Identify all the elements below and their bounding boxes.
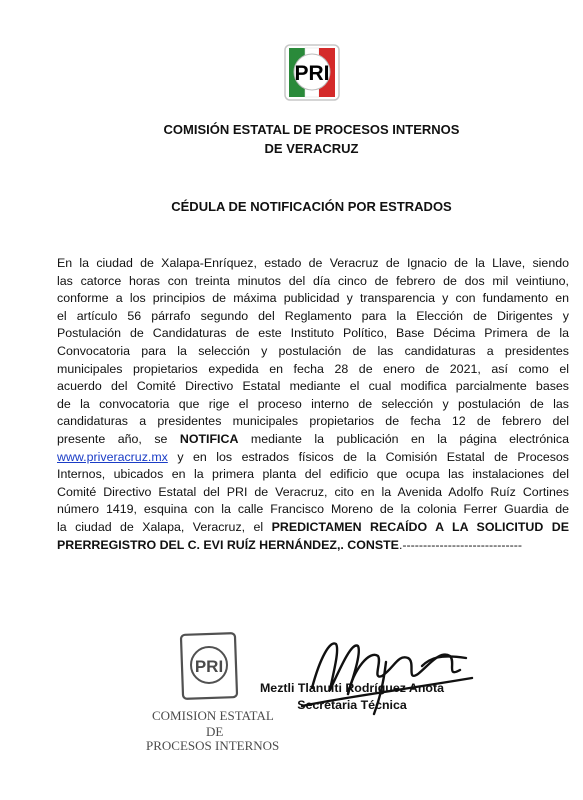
body-line: Postulación de Candidaturas de este Instituto Político, Base Décima Primera de la [57,326,569,341]
body-text-fragment: mediante la publicación en la página electrónica [238,431,569,446]
stamp-text-line2: DE [206,724,224,739]
signer-name: Meztli Tlanuiti Rodríguez Anota [259,681,444,695]
stamp-text-line1: COMISION ESTATAL [152,708,274,723]
commission-title-line2: DE VERACRUZ [264,141,359,156]
body-line: Internos, ubicados en la primera planta del edificio que ocupa las instalaciones del [57,467,569,482]
notification-body [57,255,569,554]
website-link[interactable]: www.priveracruz.mx [57,449,168,464]
body-line: candidaturas a presidentes municipales propietarios de fecha 12 de febrero del [57,414,569,429]
body-line: las catorce horas con treinta minutos del día cinco de febrero de dos mil veintiuno, [57,273,569,288]
commission-title-line1: COMISIÓN ESTATAL DE PROCESOS INTERNOS [163,122,460,137]
stamp-text-line3: PROCESOS INTERNOS [146,738,280,753]
body-line: de la convocatoria que rige el proceso interno de selección y postulación de las [57,396,569,411]
logo-text: PRI [294,62,330,85]
stamp-logo-text: PRI [194,657,224,676]
body-line: Comité Directivo Estatal del PRI de Veracruz, cito en la Avenida Adolfo Ruíz Cortines [57,484,569,499]
pri-logo [279,41,345,103]
body-line: Convocatoria para la selección y postulación de las candidaturas a presidentes [57,343,569,358]
body-text-fragment: y en los estrados físicos de la Comisión Estatal de Procesos [167,449,569,464]
body-line: acuerdo del Comité Directivo Estatal mediante el cual modifica parcialmente bases [57,379,569,394]
prerregistro-text: PRERREGISTRO DEL C. EVI RUÍZ HERNÁNDEZ,. CONSTE [57,537,399,552]
body-line [57,449,569,467]
commission-header [90,120,533,158]
body-line [57,537,569,555]
body-text-fragment: presente año, se [57,431,180,446]
body-text-fragment: la ciudad de Xalapa, Veracruz, el [57,519,272,534]
predictamen-heading: PREDICTAMEN RECAÍDO A LA SOLICITUD DE [271,519,569,534]
signer-position: Secretaria Técnica [297,698,407,712]
dash-fill: .----------------------------- [398,537,523,552]
body-line: En la ciudad de Xalapa-Enríquez, estado de Veracruz de Ignacio de la Llave, siendo [57,256,569,270]
body-line [57,519,569,537]
notifica-keyword: NOTIFICA [179,431,239,446]
body-line: el artículo 56 párrafo segundo del Reglamento para la Elección de Dirigentes y [57,308,569,323]
body-line: número 1419, esquina con la calle Francisco Moreno de la colonia Ferrer Guardia de [57,502,569,517]
body-line: municipales propietarios expedida en fecha 28 de enero de 2021, así como el [57,361,569,376]
body-line: conforme a los principios de máxima publicidad y transparencia y con fundamento en [57,291,569,306]
body-line [57,431,569,449]
signer-block [242,680,462,714]
document-title: CÉDULA DE NOTIFICACIÓN POR ESTRADOS [171,199,452,214]
